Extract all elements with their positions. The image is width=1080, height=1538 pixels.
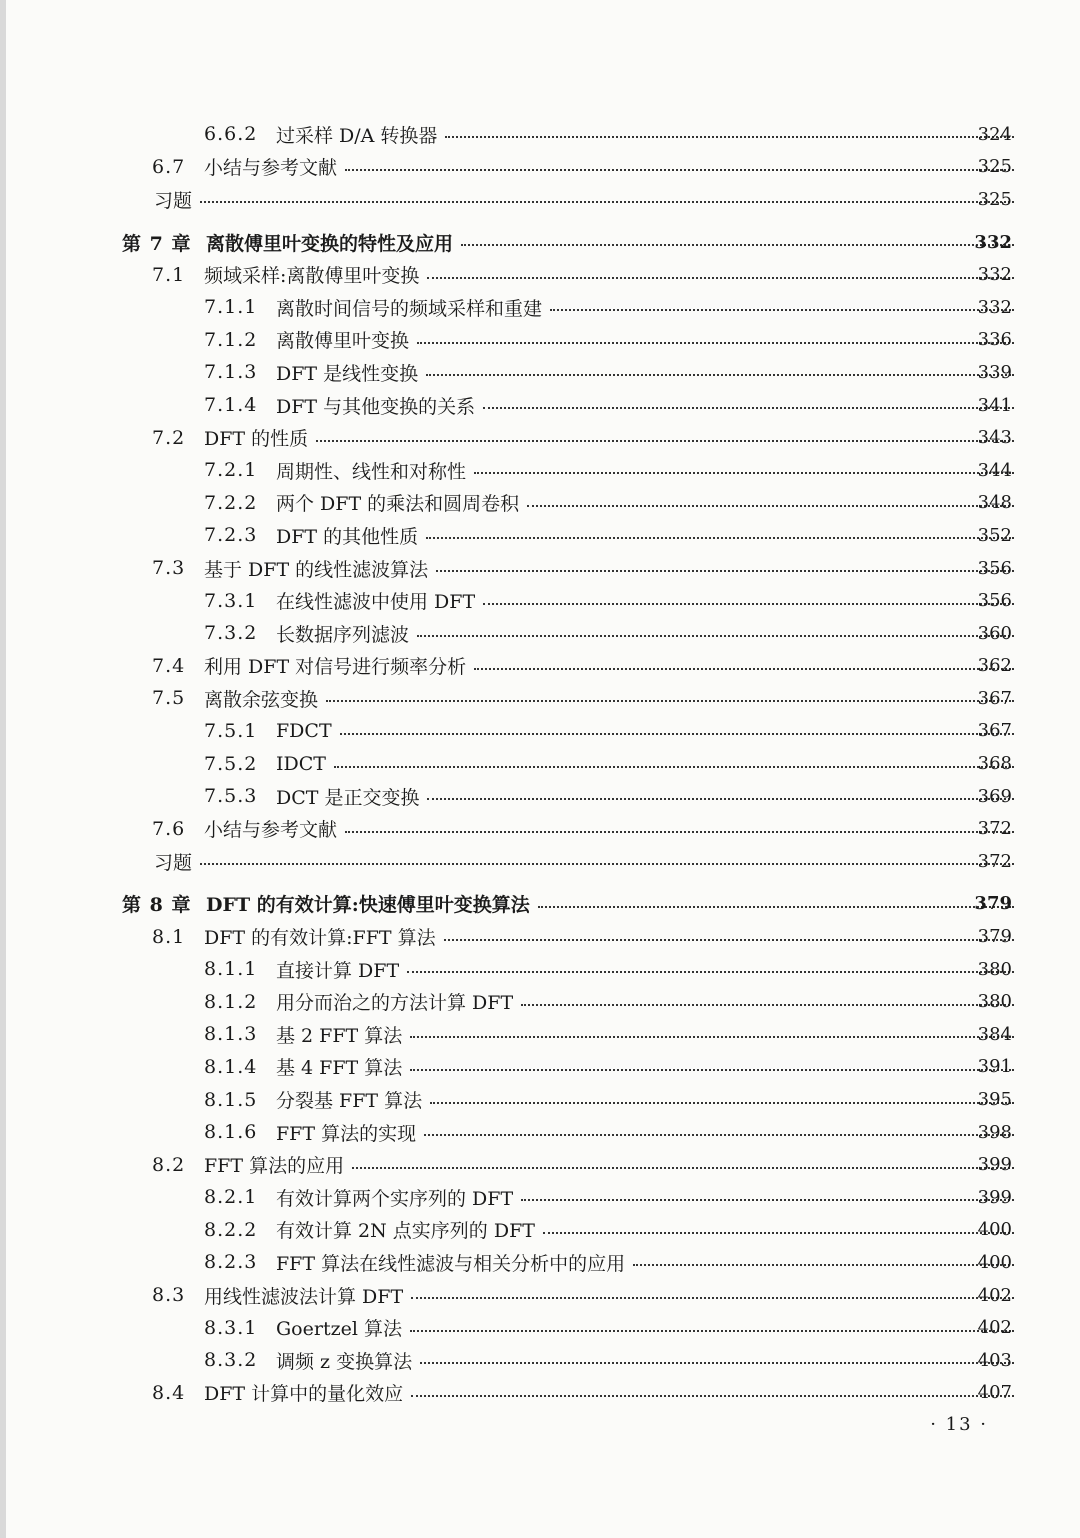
toc-entry-title-wrap <box>154 186 1014 213</box>
toc-entry-title: 用分而治之的方法计算 DFT <box>276 992 514 1015</box>
dot-leader <box>424 1134 1014 1136</box>
dot-leader <box>483 407 1014 409</box>
toc-entry-title-wrap <box>276 1347 1014 1374</box>
toc-entry-title-wrap <box>206 229 1014 256</box>
toc-entry-title-wrap <box>276 753 1014 775</box>
toc-entry-number: 7.2 <box>152 426 186 449</box>
toc-entry-page: 399 <box>977 1186 1012 1208</box>
toc-entry-title: 基 4 FFT 算法 <box>276 1057 403 1080</box>
toc-entry-number: 8.1.4 <box>204 1055 258 1078</box>
toc-subsection-row[interactable] <box>6 1246 1080 1279</box>
toc-entry-number: 8.2.3 <box>204 1251 258 1274</box>
toc-entry-title: 用线性滤波法计算 DFT <box>204 1285 404 1308</box>
toc-entry-number: 第 8 章 <box>122 894 192 917</box>
toc-entry-page: 343 <box>977 427 1012 449</box>
toc-entry-number: 8.3 <box>152 1284 186 1307</box>
dot-leader <box>461 244 1014 246</box>
toc-section-row[interactable] <box>6 258 1080 291</box>
toc-entry-title-wrap <box>154 848 1014 875</box>
dot-leader <box>426 537 1014 539</box>
toc-entry-page: 362 <box>977 655 1012 677</box>
toc-entry-title-wrap <box>276 121 1014 148</box>
table-of-contents <box>6 118 1080 1409</box>
toc-entry-title-wrap <box>276 1053 1014 1080</box>
toc-entry-title: DFT 的其他性质 <box>276 525 419 548</box>
toc-entry-page: 400 <box>977 1219 1012 1241</box>
toc-entry-page: 407 <box>977 1382 1012 1404</box>
toc-entry-title: 在线性滤波中使用 DFT <box>276 591 476 614</box>
toc-entry-title-wrap <box>276 392 1014 419</box>
toc-entry-number: 7.1.1 <box>204 296 258 319</box>
toc-entry-page: 344 <box>977 459 1012 481</box>
toc-entry-title-wrap <box>204 1151 1014 1178</box>
toc-entry-title-wrap <box>276 326 1014 353</box>
toc-entry-number: 8.2.1 <box>204 1186 258 1209</box>
toc-entry-title: DFT 的性质 <box>204 428 309 451</box>
dot-leader <box>444 939 1014 941</box>
toc-subsection-row[interactable] <box>6 1018 1080 1051</box>
dot-leader <box>633 1264 1014 1266</box>
toc-entry-title-wrap <box>276 1184 1014 1211</box>
toc-entry-number: 6.7 <box>152 155 186 178</box>
toc-entry-title-wrap <box>204 1379 1014 1406</box>
toc-entry-title-wrap <box>276 1314 1014 1341</box>
toc-entry-title-wrap <box>204 153 1014 180</box>
toc-entry-title: FFT 算法在线性滤波与相关分析中的应用 <box>276 1252 626 1275</box>
toc-entry-page: 348 <box>977 492 1012 514</box>
toc-entry-title: 基 2 FFT 算法 <box>276 1024 403 1047</box>
dot-leader <box>352 1167 1014 1169</box>
toc-subsection-row[interactable] <box>6 1311 1080 1344</box>
toc-entry-page: 391 <box>977 1056 1012 1078</box>
toc-entry-page: 332 <box>977 264 1012 286</box>
toc-entry-number: 7.5.1 <box>204 719 258 742</box>
dot-leader <box>345 169 1014 171</box>
toc-entry-title-wrap <box>206 890 1014 917</box>
dot-leader <box>527 505 1014 507</box>
toc-subsection-row[interactable] <box>6 519 1080 552</box>
toc-entry-page: 380 <box>977 991 1012 1013</box>
toc-entry-title-wrap <box>276 988 1014 1015</box>
dot-leader <box>420 1362 1014 1364</box>
toc-section-row[interactable] <box>6 812 1080 845</box>
toc-entry-page: 380 <box>977 958 1012 980</box>
dot-leader <box>417 635 1014 637</box>
toc-entry-page: 341 <box>977 394 1012 416</box>
toc-entry-page: 372 <box>977 818 1012 840</box>
toc-entry-title-wrap <box>204 685 1014 712</box>
toc-entry-number: 7.2.3 <box>204 524 258 547</box>
toc-entry-page: 332 <box>977 296 1012 318</box>
toc-entry-page: 352 <box>977 524 1012 546</box>
dot-leader <box>417 342 1014 344</box>
toc-entry-title: 长数据序列滤波 <box>276 623 410 646</box>
toc-entry-page: 395 <box>977 1089 1012 1111</box>
toc-entry-number: 7.2.1 <box>204 459 258 482</box>
dot-leader <box>345 831 1014 833</box>
toc-entry-number: 8.1.1 <box>204 958 258 981</box>
toc-entry-number: 7.5.2 <box>204 752 258 775</box>
toc-entry-page: 402 <box>977 1284 1012 1306</box>
toc-entry-title: FFT 算法的应用 <box>204 1155 345 1178</box>
toc-entry-title: 小结与参考文献 <box>204 157 338 180</box>
toc-entry-number: 第 7 章 <box>122 232 192 255</box>
toc-entry-number: 8.1.2 <box>204 990 258 1013</box>
dot-leader <box>426 374 1014 376</box>
toc-subsection-row[interactable] <box>6 118 1080 151</box>
dot-leader <box>538 906 1014 908</box>
toc-section-row[interactable] <box>6 845 1080 878</box>
toc-entry-title-wrap <box>276 457 1014 484</box>
toc-entry-number: 8.3.2 <box>204 1349 258 1372</box>
toc-section-row[interactable] <box>6 650 1080 683</box>
toc-entry-title-wrap <box>276 720 1014 742</box>
toc-entry-page: 403 <box>977 1349 1012 1371</box>
toc-entry-title: 有效计算两个实序列的 DFT <box>276 1187 514 1210</box>
toc-chapter-row[interactable] <box>6 226 1080 259</box>
toc-subsection-row[interactable] <box>6 1083 1080 1116</box>
toc-entry-title-wrap <box>276 1119 1014 1146</box>
toc-entry-number: 8.2.2 <box>204 1218 258 1241</box>
toc-entry-title: 习题 <box>154 851 193 874</box>
toc-entry-title: IDCT <box>276 752 326 775</box>
toc-subsection-row[interactable] <box>6 715 1080 748</box>
toc-entry-title: DFT 的有效计算:FFT 算法 <box>204 927 436 950</box>
toc-section-row[interactable] <box>6 552 1080 585</box>
dot-leader <box>521 1199 1014 1201</box>
toc-entry-page: 367 <box>977 687 1012 709</box>
toc-entry-page: 356 <box>977 557 1012 579</box>
toc-subsection-row[interactable] <box>6 1344 1080 1377</box>
toc-entry-title-wrap <box>276 620 1014 647</box>
toc-entry-number: 7.4 <box>152 654 186 677</box>
toc-entry-title-wrap <box>204 815 1014 842</box>
toc-subsection-row[interactable] <box>6 389 1080 422</box>
dot-leader <box>340 733 1014 735</box>
toc-entry-title-wrap <box>276 1249 1014 1276</box>
toc-entry-title-wrap <box>204 652 1014 679</box>
toc-entry-number: 7.1.4 <box>204 394 258 417</box>
toc-subsection-row[interactable] <box>6 291 1080 324</box>
toc-entry-title-wrap <box>276 783 1014 810</box>
toc-entry-title-wrap <box>204 261 1014 288</box>
toc-entry-page: 369 <box>977 785 1012 807</box>
toc-entry-title: DCT 是正交变换 <box>276 786 420 809</box>
toc-entry-title-wrap <box>204 923 1014 950</box>
toc-entry-title: 直接计算 DFT <box>276 959 400 982</box>
toc-entry-title-wrap <box>276 1216 1014 1243</box>
dot-leader <box>521 1004 1014 1006</box>
toc-entry-page: 336 <box>977 329 1012 351</box>
toc-subsection-row[interactable] <box>6 1051 1080 1084</box>
toc-entry-title-wrap <box>276 956 1014 983</box>
dot-leader <box>445 136 1014 138</box>
toc-entry-title: FDCT <box>276 719 332 742</box>
toc-section-row[interactable] <box>6 1377 1080 1410</box>
toc-entry-title: 离散傅里叶变换 <box>276 330 410 353</box>
toc-entry-title-wrap <box>276 522 1014 549</box>
toc-entry-title: 有效计算 2N 点实序列的 DFT <box>276 1220 535 1243</box>
dot-leader <box>427 798 1014 800</box>
toc-entry-title: DFT 计算中的量化效应 <box>204 1383 404 1406</box>
toc-entry-number: 7.1 <box>152 263 186 286</box>
toc-entry-page: 399 <box>977 1154 1012 1176</box>
toc-entry-page: 379 <box>977 926 1012 948</box>
dot-leader <box>411 1395 1014 1397</box>
dot-leader <box>543 1232 1014 1234</box>
toc-entry-page: 325 <box>977 156 1012 178</box>
toc-entry-number: 7.1.3 <box>204 361 258 384</box>
toc-entry-title: 小结与参考文献 <box>204 819 338 842</box>
toc-entry-title: FFT 算法的实现 <box>276 1122 417 1145</box>
toc-section-row[interactable] <box>6 421 1080 454</box>
toc-entry-page: 360 <box>977 622 1012 644</box>
dot-leader <box>427 277 1014 279</box>
toc-entry-title-wrap <box>276 359 1014 386</box>
toc-subsection-row[interactable] <box>6 617 1080 650</box>
dot-leader <box>550 309 1014 311</box>
toc-entry-title-wrap <box>276 489 1014 516</box>
toc-entry-page: 384 <box>977 1023 1012 1045</box>
dot-leader <box>200 201 1014 203</box>
toc-section-row[interactable] <box>6 183 1080 216</box>
toc-entry-title-wrap <box>204 1282 1014 1309</box>
toc-subsection-row[interactable] <box>6 1116 1080 1149</box>
dot-leader <box>407 971 1014 973</box>
dot-leader <box>316 440 1014 442</box>
toc-entry-title: 调频 z 变换算法 <box>276 1350 413 1373</box>
toc-entry-title-wrap <box>276 1086 1014 1113</box>
toc-entry-title-wrap <box>204 424 1014 451</box>
toc-entry-title: 基于 DFT 的线性滤波算法 <box>204 558 429 581</box>
toc-entry-page: 339 <box>977 361 1012 383</box>
dot-leader <box>474 668 1014 670</box>
toc-chapter-row[interactable] <box>6 888 1080 921</box>
toc-entry-title-wrap <box>276 587 1014 614</box>
toc-entry-title: DFT 与其他变换的关系 <box>276 395 476 418</box>
toc-entry-number: 8.1.6 <box>204 1121 258 1144</box>
toc-subsection-row[interactable] <box>6 1214 1080 1247</box>
toc-entry-number: 7.3 <box>152 557 186 580</box>
dot-leader <box>410 1036 1014 1038</box>
toc-entry-page: 324 <box>977 123 1012 145</box>
toc-entry-page: 356 <box>977 590 1012 612</box>
toc-section-row[interactable] <box>6 1148 1080 1181</box>
toc-entry-title: 利用 DFT 对信号进行频率分析 <box>204 656 467 679</box>
toc-entry-number: 7.2.2 <box>204 491 258 514</box>
toc-subsection-row[interactable] <box>6 985 1080 1018</box>
toc-subsection-row[interactable] <box>6 1181 1080 1214</box>
toc-entry-number: 8.1.5 <box>204 1088 258 1111</box>
toc-entry-number: 7.5 <box>152 687 186 710</box>
toc-entry-number: 7.3.1 <box>204 589 258 612</box>
toc-entry-number: 8.1.3 <box>204 1023 258 1046</box>
toc-entry-title-wrap <box>276 1021 1014 1048</box>
toc-entry-page: 372 <box>977 850 1012 872</box>
dot-leader <box>410 1330 1014 1332</box>
toc-section-row[interactable] <box>6 151 1080 184</box>
dot-leader <box>334 766 1014 768</box>
dot-leader <box>410 1069 1014 1071</box>
toc-entry-title: 分裂基 FFT 算法 <box>276 1090 423 1113</box>
toc-entry-title: 离散余弦变换 <box>204 688 319 711</box>
toc-entry-title-wrap <box>276 294 1014 321</box>
toc-entry-title: 离散傅里叶变换的特性及应用 <box>206 232 454 255</box>
toc-entry-page: 325 <box>977 188 1012 210</box>
toc-entry-title: Goertzel 算法 <box>276 1318 402 1341</box>
toc-subsection-row[interactable] <box>6 747 1080 780</box>
toc-entry-number: 7.6 <box>152 817 186 840</box>
dot-leader <box>436 570 1014 572</box>
toc-entry-page: 368 <box>977 753 1012 775</box>
dot-leader <box>474 472 1014 474</box>
toc-entry-title: 习题 <box>154 189 193 212</box>
toc-section-row[interactable] <box>6 682 1080 715</box>
toc-entry-number: 7.5.3 <box>204 785 258 808</box>
toc-entry-title-wrap <box>204 555 1014 582</box>
toc-entry-number: 7.3.2 <box>204 622 258 645</box>
dot-leader <box>200 863 1014 865</box>
toc-entry-title: 过采样 D/A 转换器 <box>276 124 438 147</box>
toc-entry-page: 402 <box>977 1317 1012 1339</box>
page-number: · 13 · <box>930 1414 988 1435</box>
toc-entry-page: 379 <box>974 893 1012 915</box>
toc-entry-title: DFT 是线性变换 <box>276 362 419 385</box>
toc-entry-page: 367 <box>977 720 1012 742</box>
toc-subsection-row[interactable] <box>6 584 1080 617</box>
toc-entry-title: 两个 DFT 的乘法和圆周卷积 <box>276 493 520 516</box>
toc-subsection-row[interactable] <box>6 953 1080 986</box>
toc-entry-page: 332 <box>974 231 1012 253</box>
toc-entry-number: 8.2 <box>152 1153 186 1176</box>
dot-leader <box>411 1297 1014 1299</box>
toc-entry-title: 周期性、线性和对称性 <box>276 460 467 483</box>
toc-entry-number: 8.1 <box>152 925 186 948</box>
dot-leader <box>326 700 1014 702</box>
dot-leader <box>430 1102 1014 1104</box>
toc-entry-title: 频域采样:离散傅里叶变换 <box>204 265 420 288</box>
dot-leader <box>483 603 1014 605</box>
toc-entry-title: 离散时间信号的频域采样和重建 <box>276 297 543 320</box>
toc-entry-number: 7.1.2 <box>204 328 258 351</box>
toc-subsection-row[interactable] <box>6 780 1080 813</box>
toc-subsection-row[interactable] <box>6 324 1080 357</box>
toc-subsection-row[interactable] <box>6 487 1080 520</box>
toc-entry-number: 8.4 <box>152 1381 186 1404</box>
toc-section-row[interactable] <box>6 1279 1080 1312</box>
document-page <box>6 0 1080 1538</box>
toc-entry-number: 8.3.1 <box>204 1316 258 1339</box>
toc-entry-number: 6.6.2 <box>204 123 258 146</box>
toc-section-row[interactable] <box>6 920 1080 953</box>
toc-entry-page: 400 <box>977 1251 1012 1273</box>
toc-subsection-row[interactable] <box>6 356 1080 389</box>
toc-entry-page: 398 <box>977 1121 1012 1143</box>
toc-entry-title: DFT 的有效计算:快速傅里叶变换算法 <box>206 894 530 917</box>
toc-subsection-row[interactable] <box>6 454 1080 487</box>
